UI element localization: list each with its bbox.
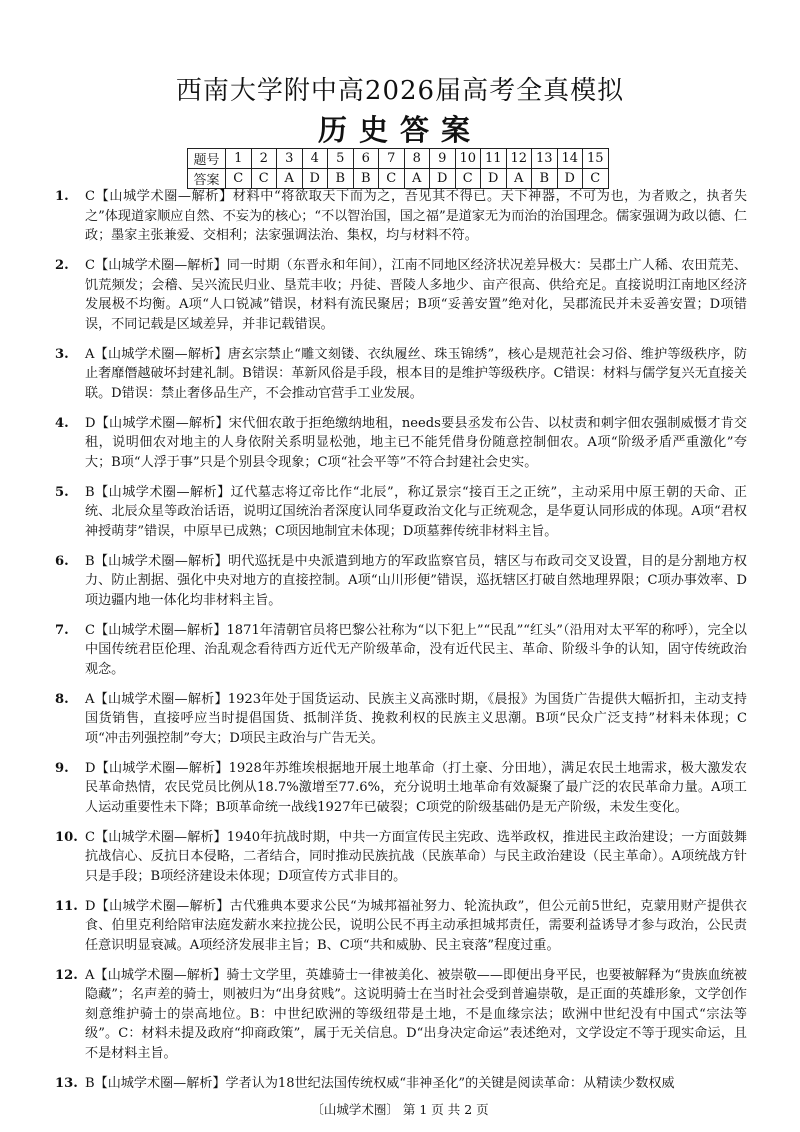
document-subtitle: 历史答案 [317, 113, 482, 147]
question-number-cell: 4 [302, 149, 328, 169]
question-number-cell: 9 [430, 149, 456, 169]
explanation-item [55, 483, 747, 542]
answer-key-table [187, 148, 609, 189]
explanation-item [55, 552, 747, 611]
item-number: 12. [55, 967, 78, 983]
item-number: 13. [55, 1075, 78, 1091]
item-number: 7. [55, 622, 69, 638]
explanation-item [55, 828, 747, 887]
question-number-cell: 14 [557, 149, 583, 169]
item-text: A【山城学术圈—解析】唐玄宗禁止“雕文刻镂、衣纨履丝、珠玉锦绣”，核心是规范社会习俗、维护等级秩序，防止奢靡僭越破坏封建礼制。B错误：革新风俗是手段，根本目的是维护等级秩序。C错误：材料与儒学复兴无直接关联。D错误：禁止奢侈品生产，不会推动官营手工业发展。 [85, 346, 747, 401]
document-title: 西南大学附中高2026届高考全真模拟 [175, 76, 625, 106]
explanation-item [55, 1074, 747, 1094]
item-number: 3. [55, 346, 69, 362]
answer-cell: B [353, 169, 379, 189]
item-text: A【山城学术圈—解析】1923年处于国货运动、民族主义高涨时期，《晨报》为国货广告提供大幅折扣，主动支持国货销售，直接呼应当时提倡国货、抵制洋货、挽救利权的民族主义思潮。B项“民众广泛支持”材料未体现；C项“冲击列强控制”夸大；D项民主政治与广告无关。 [85, 691, 747, 746]
item-text: C【山城学术圈—解析】材料中“将欲取天下而为之，吾见其不得已。天下神器，不可为也，为者败之，执者失之”体现道家顺应自然、不妄为的核心；“不以智治国，国之福”是道家无为而治的治国理念。儒家强调为政以德、仁政；墨家主张兼爱、交相利；法家强调法治、集权，均与材料不符。 [85, 189, 747, 243]
explanation-item [55, 345, 747, 404]
item-number: 11. [55, 898, 78, 914]
item-number: 2. [55, 258, 69, 273]
answer-cell: C [455, 169, 481, 189]
question-number-cell: 1 [226, 149, 252, 169]
item-text: C【山城学术圈—解析】同一时期（东晋永和年间），江南不同地区经济状况差异极大：吴郡土广人稀、农田荒芜、饥荒频发；会稽、吴兴流民归业、垦荒丰收；丹徒、晋陵人多地少、亩产很高、供给充足。直接说明江南地区经济发展极不均衡。A项“人口锐减”错误，材料有流民聚居；B项“妥善安置”绝对化，吴郡流民并未妥善安置；D项错误，不同记载是区域差异，并非记载错误。 [85, 258, 747, 332]
answer-cell: D [481, 169, 507, 189]
answer-key-number-row [188, 149, 609, 169]
item-number: 5. [55, 484, 69, 500]
answer-cell: C [583, 169, 609, 189]
question-number-cell: 15 [583, 149, 609, 169]
answer-cell: D [430, 169, 456, 189]
item-number: 6. [55, 553, 69, 569]
explanation-item [55, 690, 747, 749]
row-label-numbers: 题号 [188, 149, 226, 169]
explanation-item [55, 187, 747, 246]
answer-cell: C [251, 169, 277, 189]
answer-cell: A [404, 169, 430, 189]
answer-cell: C [226, 169, 252, 189]
question-number-cell: 12 [506, 149, 532, 169]
answer-cell: C [379, 169, 405, 189]
answer-cell: B [532, 169, 558, 189]
item-number: 1. [55, 189, 69, 204]
answer-cell: D [302, 169, 328, 189]
question-number-cell: 2 [251, 149, 277, 169]
item-text: D【山城学术圈—解析】1928年苏维埃根据地开展土地革命（打土豪、分田地），满足农民土地需求，极大激发农民革命热情，农民党员比例从18.7%激增至77.6%，充分说明土地革命有效凝聚了最广泛的农民革命力量。A项工人运动重要性未下降；B项革命统一战线1927年已破裂；C项党的阶级基础仍是无产阶级，未发生变化。 [85, 760, 747, 815]
explanation-item [55, 414, 747, 473]
item-text: D【山城学术圈—解析】古代雅典本要求公民“为城邦福祉努力、轮流执政”，但公元前5世纪，克蒙用财产提供衣食、伯里克利给陪审法庭发薪水来拉拢公民，说明公民不再主动承担城邦责任，需要利益诱导才参与政治，公民责任意识明显衰减。A项经济发展非主旨；B、C项“共和威胁、民主衰落”程度过重。 [85, 898, 747, 953]
page-footer: 〔山城学术圈〕 第 1 页 共 2 页 [311, 1102, 489, 1117]
explanation-item [55, 759, 747, 818]
question-number-cell: 5 [328, 149, 354, 169]
item-number: 8. [55, 691, 69, 707]
question-number-cell: 3 [277, 149, 303, 169]
item-number: 4. [55, 415, 69, 431]
answer-cell: B [328, 169, 354, 189]
item-number: 9. [55, 760, 69, 776]
question-number-cell: 8 [404, 149, 430, 169]
explanation-item [55, 256, 747, 334]
question-number-cell: 7 [379, 149, 405, 169]
answer-cell: A [277, 169, 303, 189]
item-text: D【山城学术圈—解析】宋代佃农敢于拒绝缴纳地租，needs要县丞发布公告、以杖责和刺字佃农强制威慑才肯交租，说明佃农对地主的人身依附关系明显松弛，地主已不能凭借身份随意控制佃农。A项“阶级矛盾严重激化”夸大；B项“人浮于事”只是个别县令现象；C项“社会平等”不符合封建社会史实。 [85, 415, 747, 470]
explanation-item [55, 621, 747, 680]
item-text: C【山城学术圈—解析】1940年抗战时期，中共一方面宣传民主宪政、选举政权，推进民主政治建设；一方面鼓舞抗战信心、反抗日本侵略，二者结合，同时推动民族抗战（民族革命）与民主政治建设（民主革命）。A项统战方针只是手段；B项经济建设未体现；D项宣传方式非目的。 [85, 829, 747, 884]
question-number-cell: 10 [455, 149, 481, 169]
explanation-item [55, 966, 747, 1064]
item-text: A【山城学术圈—解析】骑士文学里，英雄骑士一律被美化、被崇敬——即便出身平民，也要被解释为“贵族血统被隐藏”；名声差的骑士，则被归为“出身贫贱”。这说明骑士在当时社会受到普遍崇敬，是正面的英雄形象，文学创作刻意维护骑士的崇高地位。B：中世纪欧洲的等级纽带是土地，不是血缘宗法；欧洲中世纪没有中国式“宗法等级”。C：材料未提及政府“抑商政策”，属于无关信息。D“出身决定命运”表述绝对，文学设定不等于现实命运，且不是材料主旨。 [85, 967, 747, 1061]
item-text: B【山城学术圈—解析】辽代墓志将辽帝比作“北辰”，称辽景宗“接百王之正统”，主动采用中原王朝的天命、正统、北辰众星等政治话语，说明辽国统治者深度认同华夏政治文化与正统观念，是华夏认同形成的体现。A项“君权神授萌芽”错误，中原早已成熟；C项因地制宜未体现；D项墓葬传统非材料主旨。 [85, 484, 747, 539]
item-text: B【山城学术圈—解析】明代巡抚是中央派遣到地方的军政监察官员，辖区与布政司交叉设置，目的是分割地方权力、防止割据、强化中央对地方的直接控制。A项“山川形便”错误，巡抚辖区打破自然地理界限；C项办事效率、D项边疆内地一体化均非材料主旨。 [85, 553, 747, 608]
row-label-answers: 答案 [188, 169, 226, 189]
answer-cell: D [557, 169, 583, 189]
item-text: B【山城学术圈—解析】学者认为18世纪法国传统权威“非神圣化”的关键是阅读革命：从精读少数权威 [85, 1075, 675, 1091]
question-number-cell: 6 [353, 149, 379, 169]
answer-explanations [55, 187, 747, 1104]
item-number: 10. [55, 829, 78, 845]
explanation-item [55, 897, 747, 956]
question-number-cell: 11 [481, 149, 507, 169]
question-number-cell: 13 [532, 149, 558, 169]
answer-key-answer-row [188, 169, 609, 189]
answer-cell: A [506, 169, 532, 189]
item-text: C【山城学术圈—解析】1871年清朝官员将巴黎公社称为“以下犯上”“民乱”“红头”（沿用对太平军的称呼），完全以中国传统君臣伦理、治乱观念看待西方近代无产阶级革命，没有近代民主、革命、阶级斗争的认知，固守传统政治观念。 [85, 622, 747, 677]
